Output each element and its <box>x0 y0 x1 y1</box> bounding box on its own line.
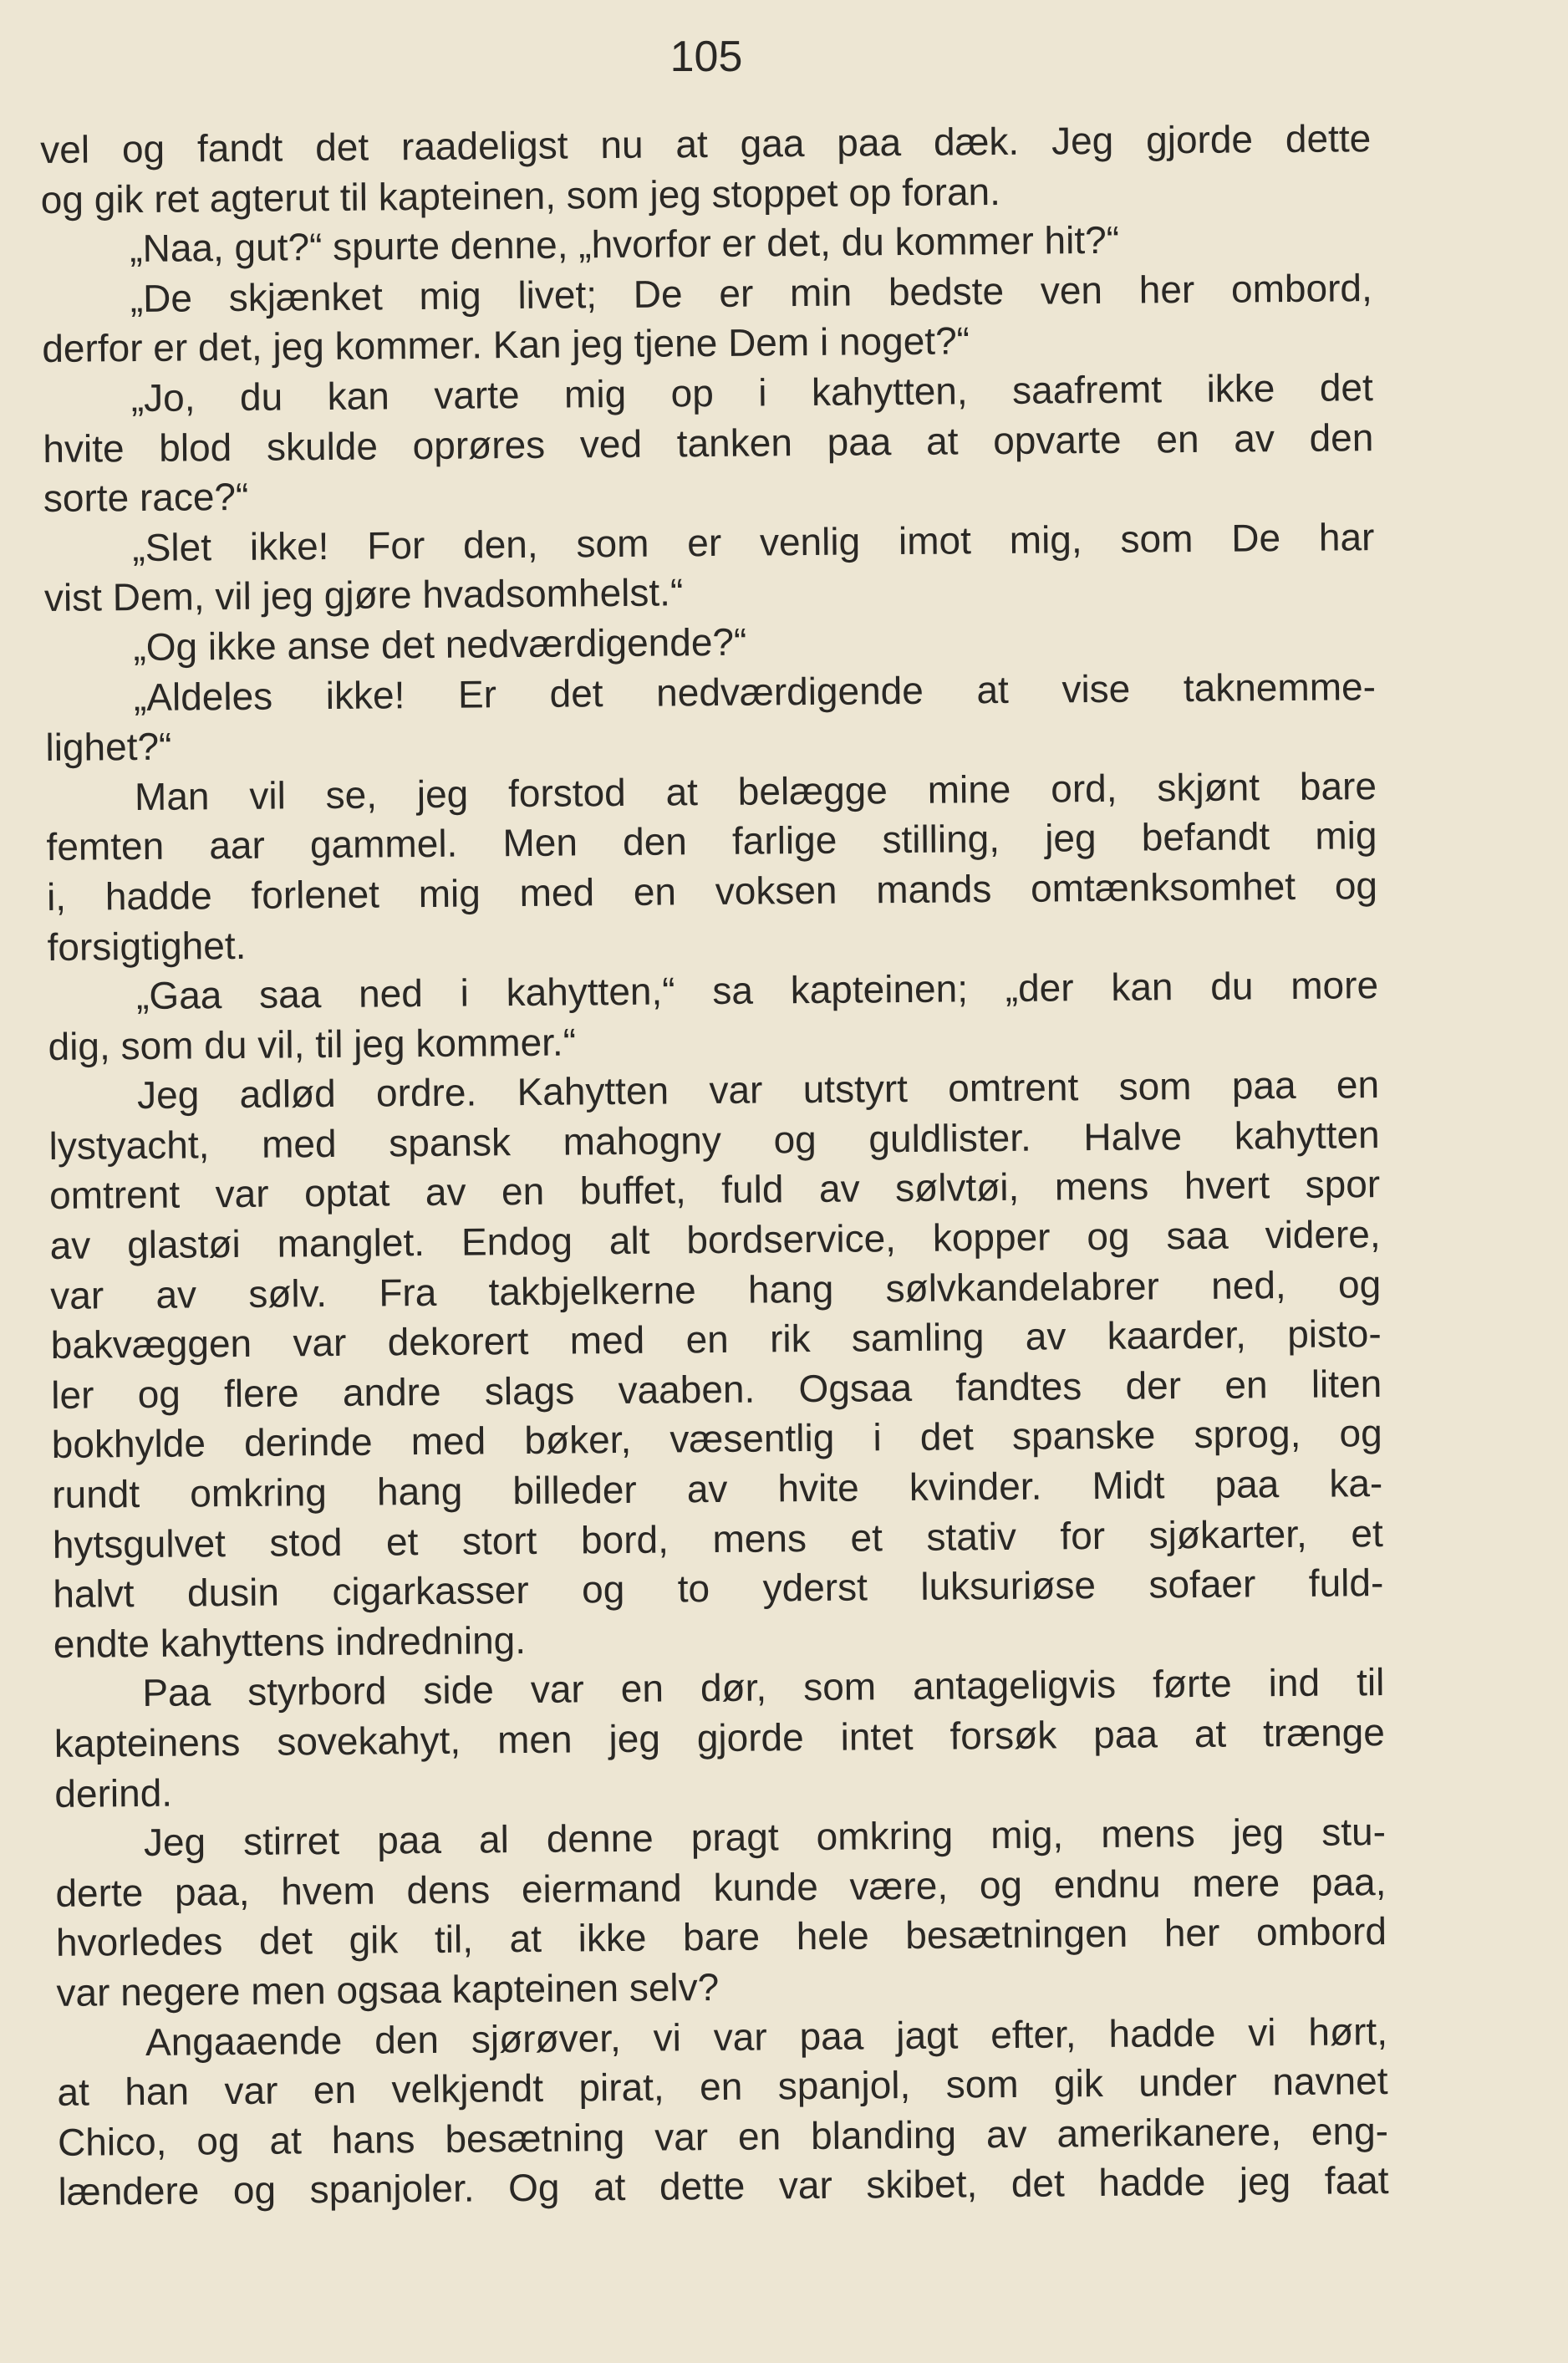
text-line: dig, som du vil, til jeg kommer.“ <box>48 1020 577 1068</box>
text-line: var av sølv. Fra takbjelkerne hang sølvkandelabrer ned, og <box>49 1261 1382 1317</box>
text-line: vel og fandt det raadeligst nu at gaa paa dæk. Jeg gjorde dette <box>40 116 1372 171</box>
text-line: og gik ret agterut til kapteinen, som jeg stoppet op foran. <box>40 169 1001 222</box>
text-line: omtrent var optat av en buffet, fuld av sølvtøi, mens hvert spor <box>48 1162 1381 1218</box>
text-line: Jeg adlød ordre. Kahytten var utstyrt omtrent som paa en <box>136 1062 1380 1118</box>
text-line: „Naa, gut?“ spurte denne, „hvorfor er det, du kommer hit?“ <box>130 217 1120 271</box>
text-line: derte paa, hvem dens eiermand kunde være, og endnu mere paa, <box>55 1859 1387 1915</box>
text-line: derind. <box>54 1770 173 1816</box>
text-line: femten aar gammel. Men den farlige stilling, jeg befandt mig <box>46 813 1377 869</box>
text-line: Man vil se, jeg forstod at belægge mine ord, skjønt bare <box>134 763 1377 818</box>
text-line: lændere og spanjoler. Og at dette var skibet, det hadde jeg faat <box>58 2158 1389 2214</box>
text-line: Jeg stirret paa al denne pragt omkring mig, mens jeg stu- <box>143 1810 1387 1865</box>
text-line: bakvæggen var dekorert med en rik samling av kaarder, pisto- <box>50 1311 1382 1367</box>
text-line: ler og flere andre slags vaaben. Ogsaa fandtes der en liten <box>51 1361 1382 1417</box>
text-line: lighet?“ <box>45 724 172 770</box>
text-line: var negere men ogsaa kapteinen selv? <box>56 1964 720 2014</box>
text-line: lystyacht, med spansk mahogny og guldlister. Halve kahytten <box>48 1112 1380 1168</box>
text-line: Chico, og at hans besætning var en blanding av amerikanere, eng- <box>57 2108 1389 2164</box>
text-line: hytsgulvet stod et stort bord, mens et stativ for sjøkarter, et <box>52 1510 1383 1566</box>
text-line: av glastøi manglet. Endog alt bordservice, kopper og saa videre, <box>49 1212 1381 1268</box>
text-line: endte kahyttens indredning. <box>53 1617 527 1666</box>
text-line: at han var en velkjendt pirat, en spanjol, som gik under navnet <box>57 2059 1388 2115</box>
page-number: 105 <box>669 33 743 81</box>
text-line: „Gaa saa ned i kahytten,“ sa kapteinen; „der kan du more <box>135 963 1379 1018</box>
text-line: „De skjænket mig livet; De er min bedste ven her ombord, <box>130 265 1372 320</box>
body-text <box>40 114 1389 2218</box>
text-line: halvt dusin cigarkasser og to yderst luksuriøse sofaer fuld- <box>53 1561 1384 1617</box>
text-line: „Jo, du kan varte mig op i kahytten, saafremt ikke det <box>130 365 1374 420</box>
text-line: bokhylde derinde med bøker, væsentlig i det spanske sprog, og <box>51 1411 1382 1467</box>
text-line: Paa styrbord side var en dør, som antageligvis førte ind til <box>142 1660 1385 1715</box>
text-line: hvite blod skulde oprøres ved tanken paa at opvarte en av den <box>43 415 1374 471</box>
text-line: kapteinens sovekahyt, men jeg gjorde intet forsøk paa at trænge <box>53 1710 1386 1765</box>
text-line: hvorledes det gik til, at ikke bare hele besætningen her ombord <box>55 1909 1387 1965</box>
text-line: „Aldeles ikke! Er det nedværdigende at vise taknemme- <box>133 664 1377 719</box>
text-line: rundt omkring hang billeder av hvite kvinder. Midt paa ka- <box>52 1461 1383 1516</box>
text-line: vist Dem, vil jeg gjøre hvadsomhelst.“ <box>43 570 684 620</box>
text-line: sorte race?“ <box>43 474 249 521</box>
text-line: „Slet ikke! For den, som er venlig imot mig, som De har <box>132 514 1375 569</box>
text-line: i, hadde forlenet mig med en voksen mands omtænksomhet og <box>46 863 1378 919</box>
text-line: derfor er det, jeg kommer. Kan jeg tjene Dem i noget?“ <box>42 318 970 371</box>
text-line: Angaaende den sjørøver, vi var paa jagt efter, hadde vi hørt, <box>145 2009 1388 2064</box>
text-line: „Og ikke anse det nedværdigende?“ <box>133 619 747 669</box>
text-line: forsigtighet. <box>47 923 247 969</box>
